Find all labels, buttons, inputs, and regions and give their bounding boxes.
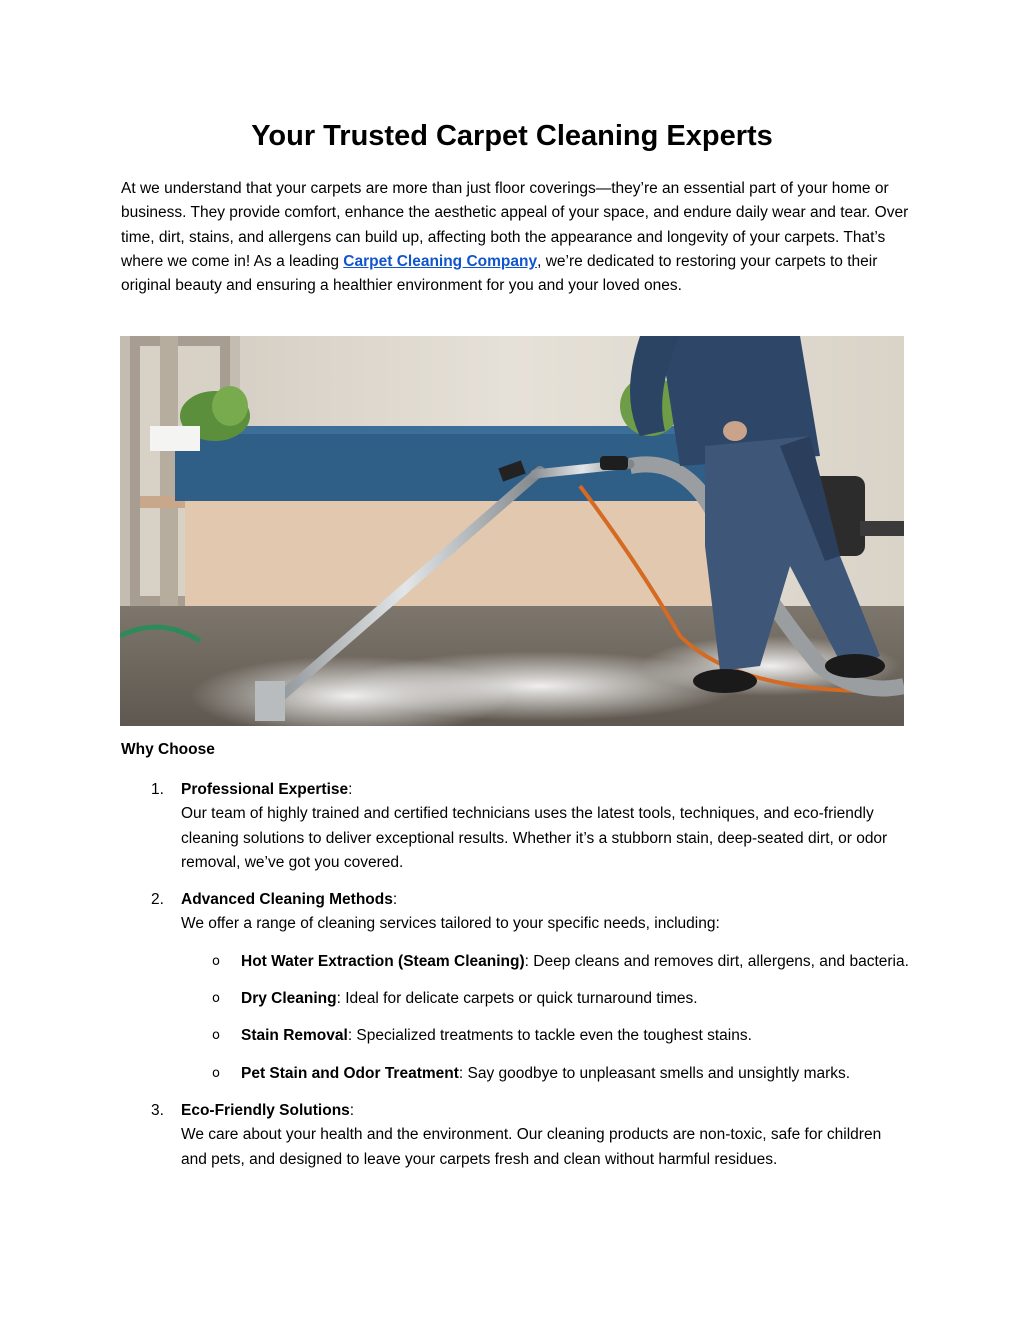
- reason-body: We offer a range of cleaning services tailored to your specific needs, including:: [181, 915, 720, 933]
- method-title: Stain Removal: [241, 1027, 348, 1045]
- intro-paragraph: [121, 177, 911, 298]
- method-title: Dry Cleaning: [241, 990, 337, 1008]
- carpet-cleaning-photo: [120, 336, 904, 726]
- page-title: Your Trusted Carpet Cleaning Experts: [251, 120, 773, 152]
- method-item: [181, 1062, 911, 1086]
- method-item: [181, 987, 911, 1011]
- reason-number: 3.: [151, 1101, 164, 1119]
- why-choose-heading: Why Choose: [121, 741, 215, 758]
- method-body: : Specialized treatments to tackle even the toughest stains.: [347, 1027, 752, 1045]
- reason-title: Advanced Cleaning Methods: [181, 891, 393, 909]
- method-body: : Ideal for delicate carpets or quick turnaround times.: [336, 990, 698, 1008]
- reason-item-3: [121, 1099, 911, 1172]
- bullet-icon: o: [212, 1028, 220, 1044]
- method-item: [181, 1024, 911, 1048]
- bullet-icon: o: [212, 991, 220, 1007]
- bullet-icon: o: [212, 1065, 220, 1081]
- carpet-cleaning-company-link[interactable]: Carpet Cleaning Company: [343, 252, 538, 270]
- reason-colon: :: [348, 781, 353, 798]
- method-body: : Deep cleans and removes dirt, allergens, and bacteria.: [524, 952, 909, 970]
- reason-body: Our team of highly trained and certified technicians uses the latest tools, techniques, and eco-friendly cleaning solutions to deliver exceptional results. Whether it’s a stubborn stain, deep-seated dirt, or odor removal, we’ve got you covered.: [181, 805, 888, 871]
- method-body: : Say goodbye to unpleasant smells and unsightly marks.: [458, 1064, 851, 1082]
- method-title: Pet Stain and Odor Treatment: [241, 1064, 459, 1082]
- reason-body: We care about your health and the environment. Our cleaning products are non-toxic, safe for children and pets, and designed to leave your carpets fresh and clean without harmful residues.: [181, 1126, 882, 1168]
- cleaning-methods-list: [181, 950, 911, 1086]
- intro-text-before: At we understand that your carpets are more than just floor coverings—they’re an essential part of your home or business. They provide comfort, enhance the aesthetic appeal of your space, and endure daily wear and tear. Over time, dirt, stains, and allergens can build up, affecting both the appearance and longevity of your carpets. That’s where we come in! As a leading: [121, 180, 909, 270]
- reason-title: Eco-Friendly Solutions: [181, 1101, 350, 1119]
- bullet-icon: o: [212, 953, 220, 969]
- reason-item-2: [121, 888, 911, 1086]
- method-title: Hot Water Extraction (Steam Cleaning): [241, 952, 525, 970]
- intro-text-after: , we’re dedicated to restoring your carpets to their original beauty and ensuring a healthier environment for you and your loved ones.: [121, 252, 878, 295]
- reason-number: 2.: [151, 891, 164, 909]
- reason-colon: :: [392, 891, 398, 909]
- reasons-list: [121, 778, 911, 1185]
- reason-number: 1.: [151, 781, 164, 798]
- method-item: [181, 950, 911, 974]
- reason-item-1: [121, 778, 911, 875]
- reason-title: Professional Expertise: [181, 781, 349, 798]
- reason-colon: :: [349, 1101, 355, 1119]
